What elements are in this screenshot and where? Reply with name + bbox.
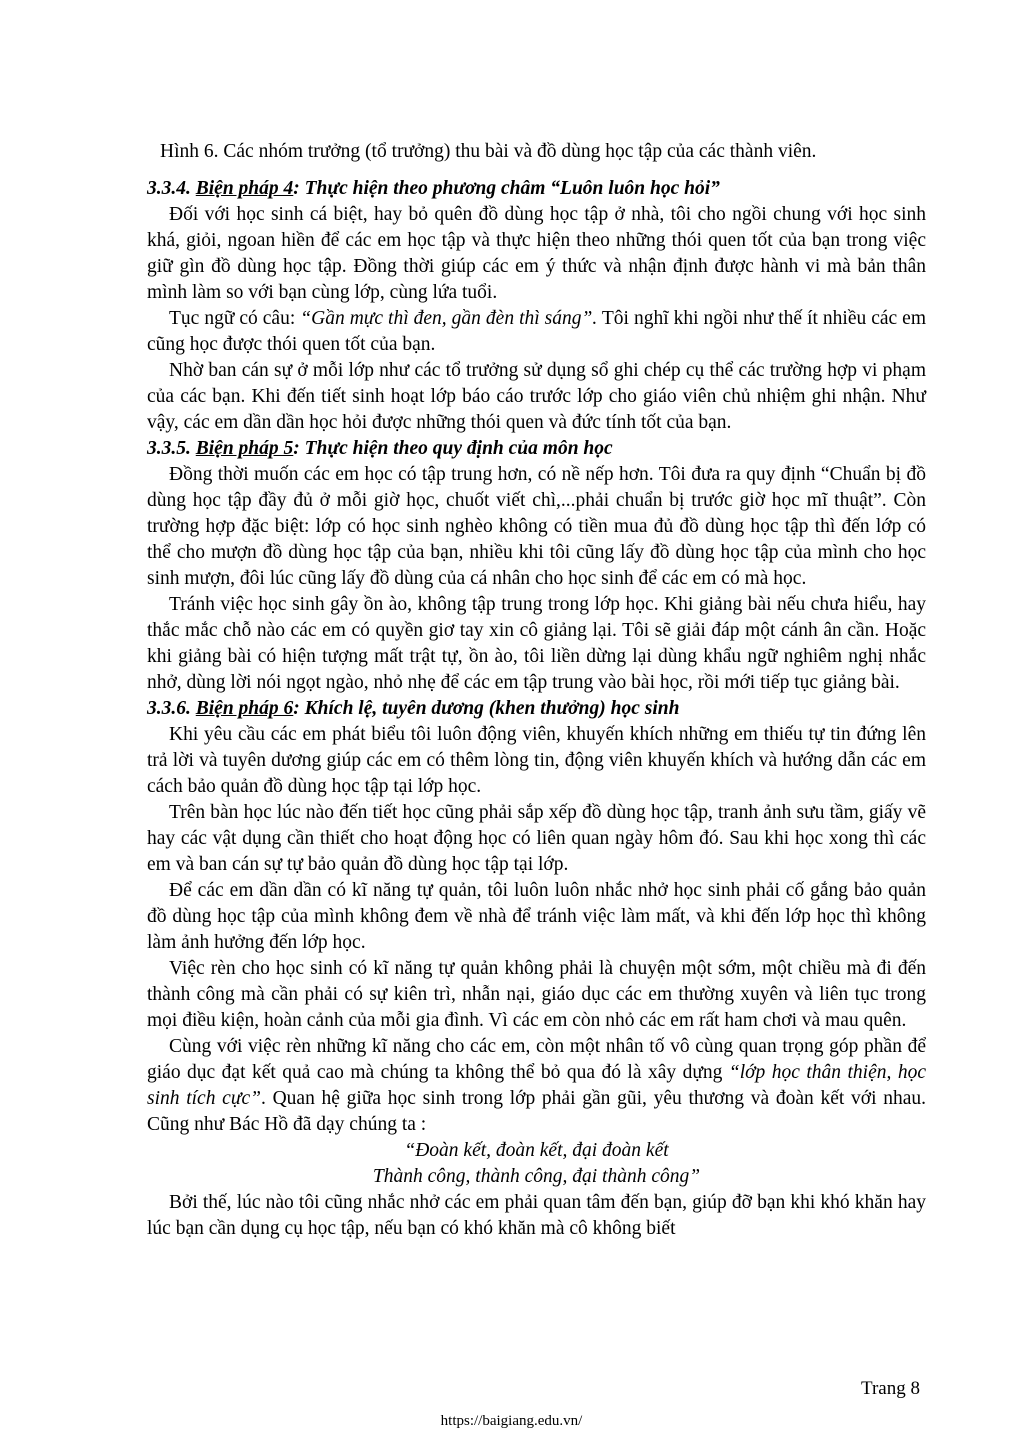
section-title: : Khích lệ, tuyên dương (khen thưởng) học sinh (293, 698, 680, 719)
slogan-quote: “lớp học thân thiện, học sinh tích cực” (147, 1062, 926, 1109)
paragraph (147, 1034, 926, 1138)
paragraph: Đồng thời muốn các em học có tập trung hơn, có nề nếp hơn. Tôi đưa ra quy định “Chuẩn bị đồ dùng học tập đầy đủ ở mỗi giờ học, chuốt viết chì,...phải chuẩn bị trước giờ học mĩ thuật”. Còn trường hợp đặc biệt: lớp có học sinh nghèo không có tiền mua đủ đồ dùng học tập thì đến lớp có thể cho mượn đồ dùng học tập của bạn, nhiều khi tôi cũng lấy đồ dùng học tập của mình cho học sinh mượn, đôi lúc cũng lấy đồ dùng của cá nhân cho học sinh để các em có mà học. (147, 464, 926, 589)
section-title: : Thực hiện theo quy định của môn học (293, 438, 613, 459)
paragraph: Bởi thế, lúc nào tôi cũng nhắc nhở các em phải quan tâm đến bạn, giúp đỡ bạn khi khó khăn hay lúc bạn cần dụng cụ học tập, nếu bạn có khó khăn mà cô không biết (147, 1192, 926, 1239)
quote-line: Thành công, thành công, đại thành công” (372, 1166, 701, 1187)
paragraph-text: . Quan hệ giữa học sinh trong lớp phải gần gũi, yêu thương và đoàn kết với nhau. Cũng như Bác Hồ đã dạy chúng ta : (147, 1088, 927, 1135)
paragraph: Tránh việc học sinh gây ồn ào, không tập trung trong lớp học. Khi giảng bài nếu chưa hiểu, hay thắc mắc chỗ nào các em có quyền giơ tay xin cô giảng lại. Tôi sẽ giải đáp một cánh ân cần. Hoặc khi giảng bài có hiện tượng mất trật tự, ồn ào, tôi liền dừng lại dùng khẩu ngữ nghiêm nghị nhắc nhở, dùng lời nói ngọt ngào, nhỏ nhẹ để các em tập trung vào bài học, rồi mới tiếp tục giảng bài. (147, 594, 926, 693)
paragraph-text: Cùng với việc rèn những kĩ năng cho các em, còn một nhân tố vô cùng quan trọng góp phần để giáo dục đạt kết quả cao mà chúng ta không thể bỏ qua đó là xây dựng (147, 1036, 926, 1083)
section-number: 3.3.4. (147, 178, 196, 199)
section-heading-3-3-4 (147, 176, 926, 202)
paragraph: Nhờ ban cán sự ở mỗi lớp như các tổ trưởng sử dụng sổ ghi chép cụ thể các trường hợp vi phạm của các bạn. Khi đến tiết sinh hoạt lớp báo cáo trước lớp cho giáo viên chủ nhiệm ghi nhận. Như vậy, các em dần dần học hỏi được những thói quen và đức tính tốt của bạn. (147, 360, 926, 433)
section-heading-3-3-6 (147, 696, 926, 722)
quote-line: “Đoàn kết, đoàn kết, đại đoàn kết (404, 1140, 669, 1161)
section-number: 3.3.5. (147, 438, 196, 459)
paragraph: Để các em dần dần có kĩ năng tự quản, tôi luôn luôn nhắc nhở học sinh phải cố gắng bảo quản đồ dùng học tập của mình không đem về nhà để tránh việc làm mất, và khi đến lớp học thì không làm ảnh hưởng đến lớp học. (147, 880, 926, 953)
section-heading-3-3-5 (147, 436, 926, 462)
paragraph: Việc rèn cho học sinh có kĩ năng tự quản không phải là chuyện một sớm, một chiều mà đi đến thành công mà cần phải có sự kiên trì, nhẫn nại, giáo dục các em thường xuyên và liên tục trong mọi điều kiện, hoàn cảnh của mỗi gia đình. Vì các em còn nhỏ các em rất ham chơi và mau quên. (147, 958, 926, 1031)
figure-caption: Hình 6. Các nhóm trưởng (tổ trưởng) thu bài và đồ dùng học tập của các thành viên. (160, 141, 817, 162)
paragraph (147, 306, 926, 358)
page-number: Trang 8 (861, 1378, 920, 1399)
section-title: : Thực hiện theo phương châm “Luôn luôn học hỏi” (293, 178, 720, 199)
section-label: Biện pháp 4 (195, 178, 294, 199)
section-label: Biện pháp 6 (195, 698, 294, 719)
paragraph: Trên bàn học lúc nào đến tiết học cũng phải sắp xếp đồ dùng học tập, tranh ảnh sưu tầm, giấy vẽ hay các vật dụng cần thiết cho hoạt động học có liên quan ngày hôm đó. Sau khi học xong thì các em và ban cán sự tự bảo quản đồ dùng học tập tại lớp. (147, 802, 926, 875)
paragraph-text: Tôi nghĩ khi ngồi như thế ít nhiều các em cũng học được thói quen tốt của bạn. (147, 308, 926, 355)
section-number: 3.3.6. (147, 698, 196, 719)
footer-url: https://baigiang.edu.vn/ (440, 1413, 583, 1429)
paragraph: Đối với học sinh cá biệt, hay bỏ quên đồ dùng học tập ở nhà, tôi cho ngồi chung với học sinh khá, giỏi, ngoan hiền để các em học tập và thực hiện theo những thói quen tốt của bạn trong việc giữ gìn đồ dùng học tập. Đồng thời giúp các em ý thức và nhận định được hành vi mà bản thân mình làm so với bạn cùng lớp, cùng lứa tuổi. (147, 204, 926, 303)
paragraph-text: Tục ngữ có câu: (169, 308, 301, 329)
proverb-quote: “Gần mực thì đen, gần đèn thì sáng”. (300, 308, 598, 329)
paragraph: Khi yêu cầu các em phát biểu tôi luôn động viên, khuyến khích những em thiếu tự tin đứng lên trả lời và tuyên dương giúp các em có thêm lòng tin, động viên khuyến khích và hướng dẫn các em cách bảo quản đồ dùng học tập tại lớp học. (147, 724, 926, 797)
section-label: Biện pháp 5 (195, 438, 294, 459)
document-body (147, 176, 926, 1242)
